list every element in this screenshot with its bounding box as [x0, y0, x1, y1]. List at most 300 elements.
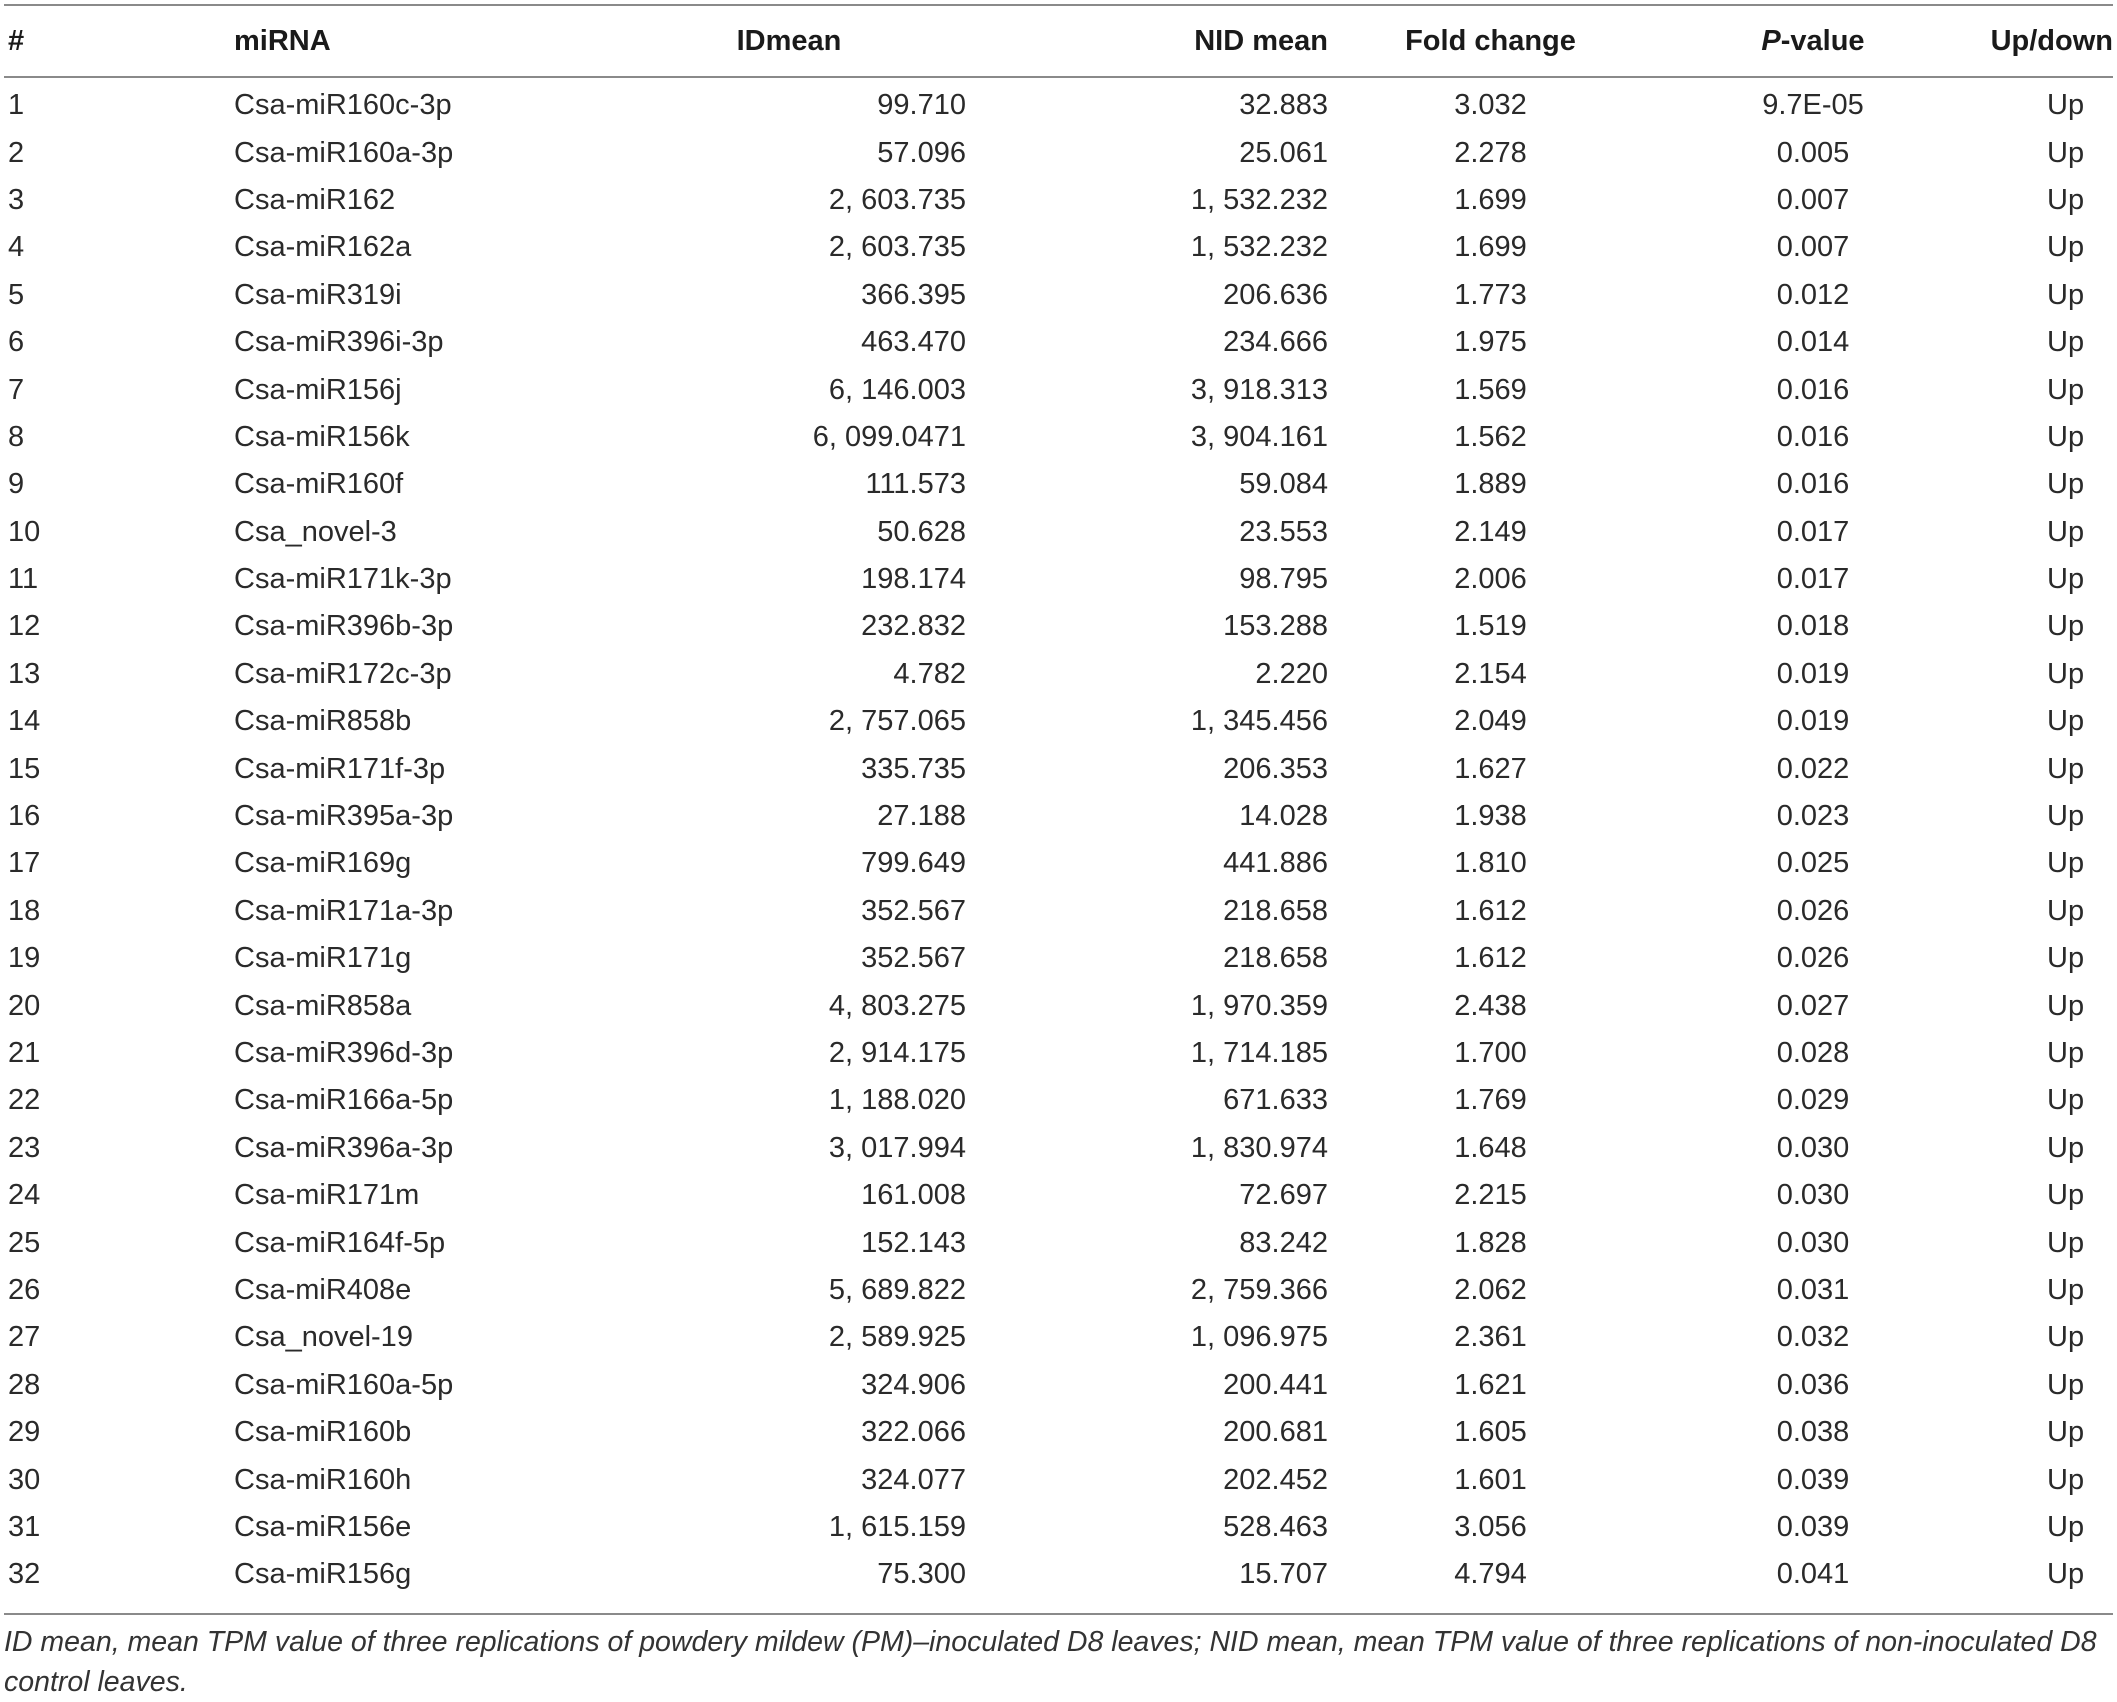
- table-row: [0, 1362, 2117, 1409]
- table-body: [0, 76, 2117, 1599]
- direction-label: Up: [2047, 1463, 2085, 1496]
- cell-nid-mean: 218.658: [1223, 894, 1328, 927]
- cell-mirna: Csa-miR172c-3p: [234, 657, 452, 690]
- cell-up-down: [1973, 1504, 2117, 1551]
- table-row: [0, 982, 2117, 1029]
- cell-id-mean: 463.470: [861, 326, 966, 359]
- cell-id-mean: 99.710: [877, 89, 966, 122]
- cell-num: 29: [8, 1416, 41, 1449]
- table-bottom-rule: [4, 1613, 2113, 1615]
- cell-p-value: 0.016: [1776, 373, 1850, 406]
- cell-num: 6: [8, 326, 25, 359]
- direction-label: Up: [2047, 183, 2085, 216]
- table-row: [0, 840, 2117, 887]
- cell-nid-mean: 202.452: [1223, 1463, 1328, 1496]
- cell-up-down: [1973, 1314, 2117, 1361]
- table-row: [0, 793, 2117, 840]
- direction-label: Up: [2047, 89, 2085, 122]
- table-row: [0, 272, 2117, 319]
- cell-num: 25: [8, 1226, 41, 1259]
- cell-id-mean: 1, 615.159: [828, 1510, 966, 1543]
- cell-p-value: 0.017: [1776, 563, 1850, 596]
- cell-id-mean: 198.174: [861, 563, 966, 596]
- table-row: [0, 651, 2117, 698]
- cell-p-value: 0.032: [1776, 1321, 1850, 1354]
- cell-nid-mean: 23.553: [1239, 515, 1328, 548]
- direction-label: Up: [2047, 326, 2085, 359]
- cell-fold-change: 1.773: [1454, 278, 1527, 311]
- cell-up-down: [1973, 76, 2117, 129]
- cell-mirna: Csa-miR408e: [234, 1273, 412, 1306]
- cell-mirna: Csa-miR171k-3p: [234, 563, 452, 596]
- cell-id-mean: 352.567: [861, 942, 966, 975]
- cell-up-down: [1973, 1219, 2117, 1266]
- cell-nid-mean: 72.697: [1239, 1179, 1328, 1212]
- header-row: [0, 6, 2117, 76]
- cell-mirna: Csa-miR164f-5p: [234, 1226, 446, 1259]
- cell-up-down: [1973, 177, 2117, 224]
- cell-mirna: Csa-miR396a-3p: [234, 1131, 454, 1164]
- cell-num: 8: [8, 420, 25, 453]
- cell-mirna: Csa-miR156e: [234, 1510, 412, 1543]
- cell-up-down: [1973, 1362, 2117, 1409]
- cell-id-mean: 27.188: [877, 800, 966, 833]
- cell-nid-mean: 1, 830.974: [1190, 1131, 1328, 1164]
- cell-fold-change: 2.438: [1454, 989, 1527, 1022]
- cell-fold-change: 1.828: [1454, 1226, 1527, 1259]
- cell-nid-mean: 206.353: [1223, 752, 1328, 785]
- cell-num: 21: [8, 1037, 41, 1069]
- cell-nid-mean: 3, 904.161: [1190, 420, 1328, 453]
- cell-num: 11: [8, 563, 39, 596]
- cell-nid-mean: 206.636: [1223, 278, 1328, 311]
- cell-id-mean: 2, 757.065: [828, 705, 966, 738]
- cell-num: 19: [8, 942, 41, 975]
- direction-label: Up: [2047, 1510, 2085, 1543]
- cell-p-value: 0.016: [1776, 420, 1850, 453]
- cell-num: 17: [8, 847, 41, 880]
- cell-fold-change: 1.975: [1454, 326, 1527, 359]
- cell-num: 7: [8, 373, 25, 406]
- cell-mirna: Csa-miR858a: [234, 989, 412, 1022]
- direction-label: Up: [2047, 1037, 2085, 1069]
- cell-id-mean: 50.628: [877, 515, 966, 548]
- cell-mirna: Csa-miR171g: [234, 942, 412, 975]
- cell-num: 9: [8, 468, 25, 501]
- table-row: [0, 1077, 2117, 1124]
- cell-p-value: 0.026: [1776, 942, 1850, 975]
- cell-p-value: 0.041: [1776, 1558, 1850, 1591]
- cell-mirna: Csa-miR395a-3p: [234, 800, 454, 833]
- cell-p-value: 0.026: [1776, 894, 1850, 927]
- cell-id-mean: 161.008: [861, 1179, 966, 1212]
- cell-up-down: [1973, 414, 2117, 461]
- table-row: [0, 1125, 2117, 1172]
- cell-mirna: Csa-miR160f: [234, 468, 404, 501]
- cell-fold-change: 3.056: [1454, 1510, 1527, 1543]
- cell-fold-change: 1.648: [1454, 1131, 1527, 1164]
- direction-label: Up: [2047, 1321, 2085, 1354]
- cell-mirna: Csa-miR156g: [234, 1558, 412, 1591]
- cell-up-down: [1973, 1030, 2117, 1077]
- cell-up-down: [1973, 556, 2117, 603]
- cell-id-mean: 4, 803.275: [828, 989, 966, 1022]
- cell-num: 15: [8, 752, 41, 785]
- cell-num: 20: [8, 989, 41, 1022]
- cell-p-value: 0.016: [1776, 468, 1850, 501]
- cell-mirna: Csa-miR396i-3p: [234, 326, 444, 359]
- header-mirna: miRNA: [234, 24, 331, 57]
- direction-label: Up: [2047, 563, 2085, 596]
- direction-label: Up: [2047, 1368, 2085, 1401]
- cell-nid-mean: 200.441: [1223, 1368, 1328, 1401]
- cell-p-value: 0.007: [1776, 231, 1850, 264]
- table-row: [0, 224, 2117, 271]
- table-row: [0, 366, 2117, 413]
- cell-id-mean: 799.649: [861, 847, 966, 880]
- table-row: [0, 745, 2117, 792]
- cell-num: 4: [8, 231, 25, 264]
- cell-id-mean: 2, 914.175: [828, 1037, 966, 1069]
- cell-nid-mean: 59.084: [1239, 468, 1328, 501]
- cell-fold-change: 1.700: [1454, 1037, 1527, 1069]
- cell-up-down: [1973, 1172, 2117, 1219]
- cell-p-value: 0.014: [1776, 326, 1850, 359]
- cell-nid-mean: 2.220: [1255, 657, 1328, 690]
- cell-id-mean: 3, 017.994: [828, 1131, 966, 1164]
- cell-up-down: [1973, 698, 2117, 745]
- cell-p-value: 0.030: [1776, 1226, 1850, 1259]
- cell-nid-mean: 15.707: [1239, 1558, 1328, 1591]
- cell-fold-change: 2.278: [1454, 136, 1527, 169]
- cell-mirna: Csa_novel-3: [234, 515, 397, 548]
- cell-fold-change: 1.938: [1454, 800, 1527, 833]
- cell-num: 28: [8, 1368, 41, 1401]
- cell-num: 16: [8, 800, 41, 833]
- direction-label: Up: [2047, 373, 2085, 406]
- cell-id-mean: 352.567: [861, 894, 966, 927]
- cell-nid-mean: 1, 532.232: [1190, 183, 1328, 216]
- direction-label: Up: [2047, 515, 2085, 548]
- cell-p-value: 0.036: [1776, 1368, 1850, 1401]
- header-p-rest: -value: [1780, 24, 1865, 57]
- cell-mirna: Csa-miR169g: [234, 847, 412, 880]
- header-p-italic: P: [1761, 24, 1781, 57]
- cell-fold-change: 1.612: [1454, 894, 1527, 927]
- cell-nid-mean: 218.658: [1223, 942, 1328, 975]
- cell-num: 13: [8, 657, 41, 690]
- cell-nid-mean: 441.886: [1223, 847, 1328, 880]
- cell-mirna: Csa-miR160h: [234, 1463, 412, 1496]
- header-up-down: Up/down: [1990, 24, 2113, 57]
- cell-nid-mean: 83.242: [1239, 1226, 1328, 1259]
- cell-p-value: 0.039: [1776, 1510, 1850, 1543]
- cell-nid-mean: 1, 714.185: [1190, 1037, 1328, 1069]
- cell-up-down: [1973, 745, 2117, 792]
- cell-fold-change: 1.519: [1454, 610, 1527, 643]
- cell-up-down: [1973, 366, 2117, 413]
- table-row: [0, 177, 2117, 224]
- cell-fold-change: 1.612: [1454, 942, 1527, 975]
- cell-p-value: 0.019: [1776, 705, 1850, 738]
- cell-fold-change: 1.810: [1454, 847, 1527, 880]
- table-row: [0, 1267, 2117, 1314]
- header-id-mean: IDmean: [736, 24, 842, 57]
- cell-p-value: 0.039: [1776, 1463, 1850, 1496]
- cell-up-down: [1973, 935, 2117, 982]
- cell-p-value: 0.029: [1776, 1084, 1850, 1117]
- cell-fold-change: 2.215: [1454, 1179, 1527, 1212]
- direction-label: Up: [2047, 278, 2085, 311]
- cell-up-down: [1973, 840, 2117, 887]
- cell-fold-change: 2.006: [1454, 563, 1527, 596]
- cell-nid-mean: 200.681: [1223, 1416, 1328, 1449]
- cell-num: 26: [8, 1273, 41, 1306]
- direction-label: Up: [2047, 847, 2085, 880]
- table-row: [0, 1030, 2117, 1077]
- table-header: [0, 6, 2117, 76]
- cell-id-mean: 152.143: [861, 1226, 966, 1259]
- cell-p-value: 0.023: [1776, 800, 1850, 833]
- cell-mirna: Csa-miR171a-3p: [234, 894, 454, 927]
- cell-fold-change: 2.361: [1454, 1321, 1527, 1354]
- cell-mirna: Csa-miR162a: [234, 231, 412, 264]
- cell-id-mean: 2, 589.925: [828, 1321, 966, 1354]
- cell-id-mean: 322.066: [861, 1416, 966, 1449]
- table-row: [0, 129, 2117, 176]
- cell-num: 3: [8, 183, 25, 216]
- cell-mirna: Csa_novel-19: [234, 1321, 413, 1354]
- direction-label: Up: [2047, 942, 2085, 975]
- cell-fold-change: 1.601: [1454, 1463, 1527, 1496]
- header-nid-mean: NID mean: [1194, 24, 1328, 57]
- direction-label: Up: [2047, 800, 2085, 833]
- table-row: [0, 1314, 2117, 1361]
- cell-p-value: 9.7E-05: [1762, 89, 1864, 122]
- table-row: [0, 461, 2117, 508]
- cell-p-value: 0.030: [1776, 1131, 1850, 1164]
- direction-label: Up: [2047, 420, 2085, 453]
- table-row: [0, 556, 2117, 603]
- table-row: [0, 319, 2117, 366]
- table-row: [0, 76, 2117, 129]
- cell-nid-mean: 25.061: [1239, 136, 1328, 169]
- cell-up-down: [1973, 461, 2117, 508]
- cell-p-value: 0.018: [1776, 610, 1850, 643]
- cell-id-mean: 335.735: [861, 752, 966, 785]
- cell-nid-mean: 14.028: [1239, 800, 1328, 833]
- cell-nid-mean: 234.666: [1223, 326, 1328, 359]
- cell-p-value: 0.031: [1776, 1273, 1850, 1306]
- cell-num: 30: [8, 1463, 41, 1496]
- cell-up-down: [1973, 1267, 2117, 1314]
- cell-up-down: [1973, 1551, 2117, 1598]
- table-row: [0, 603, 2117, 650]
- cell-num: 2: [8, 136, 25, 169]
- cell-fold-change: 1.889: [1454, 468, 1527, 501]
- cell-mirna: Csa-miR156j: [234, 373, 402, 406]
- cell-mirna: Csa-miR156k: [234, 420, 410, 453]
- direction-label: Up: [2047, 894, 2085, 927]
- cell-nid-mean: 1, 096.975: [1190, 1321, 1328, 1354]
- cell-id-mean: 75.300: [877, 1558, 966, 1591]
- cell-nid-mean: 153.288: [1223, 610, 1328, 643]
- table-row: [0, 1456, 2117, 1503]
- cell-fold-change: 1.621: [1454, 1368, 1527, 1401]
- cell-up-down: [1973, 793, 2117, 840]
- cell-id-mean: 1, 188.020: [828, 1084, 966, 1117]
- cell-fold-change: 1.699: [1454, 183, 1527, 216]
- table-row: [0, 1172, 2117, 1219]
- table-row: [0, 414, 2117, 461]
- cell-num: 24: [8, 1179, 41, 1212]
- cell-fold-change: 3.032: [1454, 89, 1527, 122]
- cell-p-value: 0.007: [1776, 183, 1850, 216]
- cell-p-value: 0.019: [1776, 657, 1850, 690]
- cell-fold-change: 4.794: [1454, 1558, 1527, 1591]
- cell-p-value: 0.028: [1776, 1037, 1850, 1069]
- cell-p-value: 0.017: [1776, 515, 1850, 548]
- direction-label: Up: [2047, 1179, 2085, 1212]
- cell-up-down: [1973, 1125, 2117, 1172]
- table-row: [0, 698, 2117, 745]
- direction-label: Up: [2047, 1416, 2085, 1449]
- cell-mirna: Csa-miR396b-3p: [234, 610, 454, 643]
- cell-id-mean: 6, 099.0471: [812, 420, 966, 453]
- cell-num: 32: [8, 1558, 41, 1591]
- header-p-value: [1653, 6, 1973, 76]
- cell-up-down: [1973, 319, 2117, 366]
- cell-nid-mean: 1, 345.456: [1190, 705, 1328, 738]
- direction-label: Up: [2047, 1558, 2085, 1591]
- cell-num: 12: [8, 610, 41, 643]
- cell-id-mean: 2, 603.735: [828, 183, 966, 216]
- cell-num: 23: [8, 1131, 41, 1164]
- cell-mirna: Csa-miR171m: [234, 1179, 420, 1212]
- cell-id-mean: 366.395: [861, 278, 966, 311]
- cell-p-value: 0.012: [1776, 278, 1850, 311]
- cell-num: 27: [8, 1321, 41, 1354]
- cell-nid-mean: 1, 532.232: [1190, 231, 1328, 264]
- cell-mirna: Csa-miR171f-3p: [234, 752, 446, 785]
- cell-fold-change: 1.699: [1454, 231, 1527, 264]
- direction-label: Up: [2047, 989, 2085, 1022]
- cell-up-down: [1973, 982, 2117, 1029]
- cell-fold-change: 1.562: [1454, 420, 1527, 453]
- cell-num: 1: [8, 89, 25, 122]
- table-row: [0, 1409, 2117, 1456]
- direction-label: Up: [2047, 1226, 2085, 1259]
- direction-label: Up: [2047, 705, 2085, 738]
- cell-fold-change: 1.569: [1454, 373, 1527, 406]
- cell-num: 31: [8, 1510, 41, 1543]
- cell-fold-change: 2.149: [1454, 515, 1527, 548]
- cell-p-value: 0.027: [1776, 989, 1850, 1022]
- cell-id-mean: 57.096: [877, 136, 966, 169]
- cell-id-mean: 2, 603.735: [828, 231, 966, 264]
- cell-num: 5: [8, 278, 25, 311]
- cell-mirna: Csa-miR162: [234, 183, 396, 216]
- cell-fold-change: 2.154: [1454, 657, 1527, 690]
- cell-up-down: [1973, 129, 2117, 176]
- cell-id-mean: 232.832: [861, 610, 966, 643]
- table-row: [0, 1551, 2117, 1598]
- header-num: #: [8, 24, 25, 57]
- cell-p-value: 0.030: [1776, 1179, 1850, 1212]
- cell-fold-change: 2.062: [1454, 1273, 1527, 1306]
- cell-id-mean: 6, 146.003: [828, 373, 966, 406]
- cell-p-value: 0.038: [1776, 1416, 1850, 1449]
- cell-mirna: Csa-miR160b: [234, 1416, 412, 1449]
- cell-nid-mean: 32.883: [1239, 89, 1328, 122]
- cell-id-mean: 4.782: [893, 657, 966, 690]
- direction-label: Up: [2047, 1084, 2085, 1117]
- direction-label: Up: [2047, 1131, 2085, 1164]
- cell-up-down: [1973, 1409, 2117, 1456]
- cell-up-down: [1973, 1456, 2117, 1503]
- cell-num: 22: [8, 1084, 41, 1117]
- cell-nid-mean: 2, 759.366: [1190, 1273, 1328, 1306]
- cell-id-mean: 5, 689.822: [828, 1273, 966, 1306]
- cell-fold-change: 1.605: [1454, 1416, 1527, 1449]
- direction-label: Up: [2047, 468, 2085, 501]
- cell-mirna: Csa-miR160a-3p: [234, 136, 454, 169]
- cell-num: 14: [8, 705, 41, 738]
- table-row: [0, 935, 2117, 982]
- table-row: [0, 888, 2117, 935]
- cell-up-down: [1973, 603, 2117, 650]
- cell-up-down: [1973, 1077, 2117, 1124]
- direction-label: Up: [2047, 231, 2085, 264]
- cell-up-down: [1973, 651, 2117, 698]
- mirna-table: [0, 6, 2117, 1599]
- cell-mirna: Csa-miR160c-3p: [234, 89, 452, 122]
- cell-p-value: 0.005: [1776, 136, 1850, 169]
- header-fold-change: Fold change: [1405, 24, 1576, 57]
- cell-nid-mean: 1, 970.359: [1190, 989, 1328, 1022]
- table-row: [0, 1219, 2117, 1266]
- cell-mirna: Csa-miR166a-5p: [234, 1084, 454, 1117]
- table-footnote: ID mean, mean TPM value of three replications of powdery mildew (PM)–inoculated D8 leaves; NID mean, mean TPM value of three replications of non-inoculated D8 control leaves.: [4, 1626, 2097, 1698]
- cell-num: 10: [8, 515, 41, 548]
- cell-fold-change: 2.049: [1454, 705, 1527, 738]
- cell-up-down: [1973, 509, 2117, 556]
- cell-id-mean: 111.573: [865, 468, 966, 501]
- cell-fold-change: 1.627: [1454, 752, 1527, 785]
- direction-label: Up: [2047, 610, 2085, 643]
- cell-up-down: [1973, 224, 2117, 271]
- cell-mirna: Csa-miR160a-5p: [234, 1368, 454, 1401]
- cell-id-mean: 324.077: [861, 1463, 966, 1496]
- direction-label: Up: [2047, 136, 2085, 169]
- cell-nid-mean: 528.463: [1223, 1510, 1328, 1543]
- cell-nid-mean: 671.633: [1223, 1084, 1328, 1117]
- direction-label: Up: [2047, 752, 2085, 785]
- cell-num: 18: [8, 894, 41, 927]
- table-row: [0, 1504, 2117, 1551]
- cell-mirna: Csa-miR319i: [234, 278, 402, 311]
- cell-up-down: [1973, 888, 2117, 935]
- cell-fold-change: 1.769: [1454, 1084, 1527, 1117]
- direction-label: Up: [2047, 657, 2085, 690]
- cell-mirna: Csa-miR858b: [234, 705, 412, 738]
- cell-p-value: 0.025: [1776, 847, 1850, 880]
- direction-label: Up: [2047, 1273, 2085, 1306]
- cell-up-down: [1973, 272, 2117, 319]
- cell-id-mean: 324.906: [861, 1368, 966, 1401]
- cell-nid-mean: 3, 918.313: [1190, 373, 1328, 406]
- cell-p-value: 0.022: [1776, 752, 1850, 785]
